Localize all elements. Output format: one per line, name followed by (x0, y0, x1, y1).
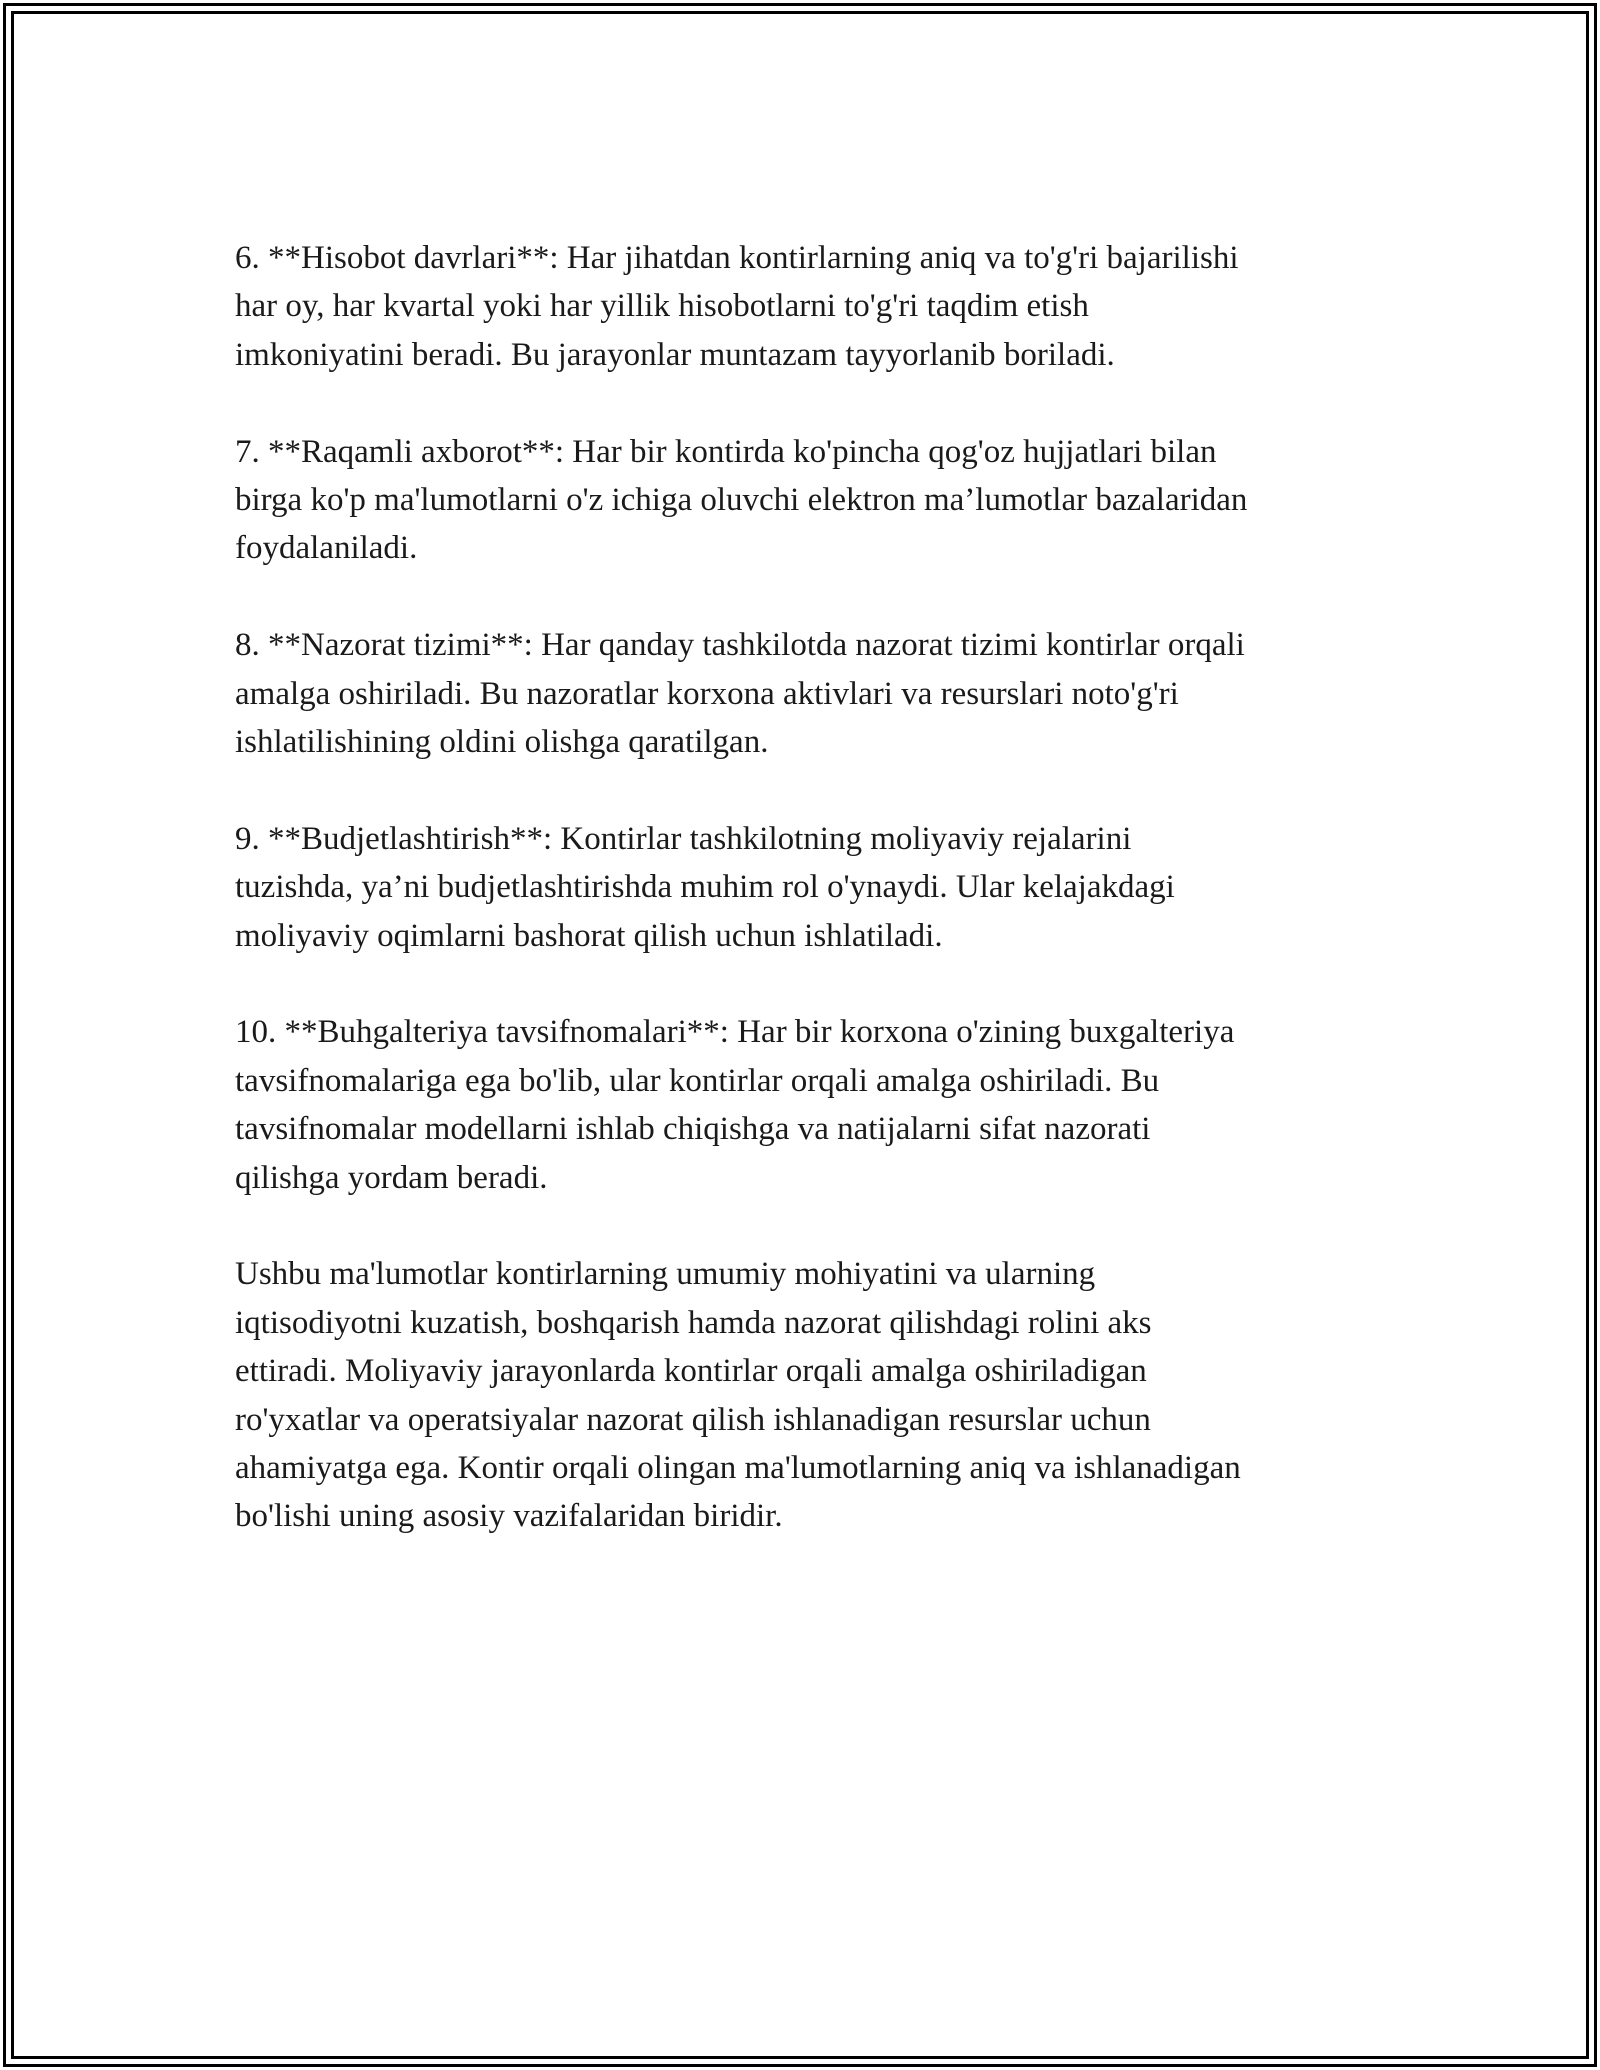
text-line: moliyaviy oqimlarni bashorat qilish uchun ishlatiladi. (235, 917, 943, 954)
text-line: 6. **Hisobot davrlari**: Har jihatdan kontirlarning aniq va to'g'ri bajarilishi (235, 240, 1239, 276)
text-line: amalga oshiriladi. Bu nazoratlar korxona aktivlari va resurslari noto'g'ri (235, 675, 1179, 712)
text-line: ahamiyatga ega. Kontir orqali olingan ma'lumotlarning aniq va ishlanadigan (235, 1450, 1241, 1487)
text-line: 10. **Buhgalteriya tavsifnomalari**: Har bir korxona o'zining buxgalteriya (235, 1014, 1235, 1051)
text-line: ishlatilishining oldini olishga qaratilgan. (235, 724, 769, 761)
text-line: Ushbu ma'lumotlar kontirlarning umumiy mohiyatini va ularning (235, 1256, 1096, 1293)
text-line: qilishga yordam beradi. (235, 1159, 548, 1196)
text-line: ro'yxatlar va operatsiyalar nazorat qilish ishlanadigan resurslar uchun (235, 1401, 1151, 1438)
paragraph-budjetlashtirish (235, 815, 1395, 960)
paragraph-nazorat-tizimi (235, 621, 1395, 766)
text-line: har oy, har kvartal yoki har yillik hisobotlarni to'g'ri taqdim etish (235, 288, 1089, 325)
text-line: tavsifnomalar modellarni ishlab chiqishga va natijalarni sifat nazorati (235, 1111, 1151, 1148)
text-line: 8. **Nazorat tizimi**: Har qanday tashkilotda nazorat tizimi kontirlar orqali (235, 627, 1245, 664)
text-line: 9. **Budjetlashtirish**: Kontirlar tashkilotning moliyaviy rejalarini (235, 820, 1132, 857)
paragraph-summary (235, 1250, 1395, 1540)
text-line: iqtisodiyotni kuzatish, boshqarish hamda nazorat qilishdagi rolini aks (235, 1304, 1152, 1341)
text-line: foydalaniladi. (235, 530, 418, 567)
text-line: tuzishda, ya’ni budjetlashtirishda muhim rol o'ynaydi. Ular kelajakdagi (235, 869, 1175, 906)
text-line: tavsifnomalariga ega bo'lib, ular kontirlar orqali amalga oshiriladi. Bu (235, 1062, 1160, 1099)
paragraph-hisobot-davrlari (235, 234, 1395, 379)
text-line: 7. **Raqamli axborot**: Har bir kontirda ko'pincha qog'oz hujjatlari bilan (235, 433, 1217, 470)
paragraph-raqamli-axborot (235, 428, 1395, 573)
text-line: ettiradi. Moliyaviy jarayonlarda kontirlar orqali amalga oshiriladigan (235, 1353, 1147, 1390)
document-body (235, 234, 1395, 1541)
text-line: birga ko'p ma'lumotlarni o'z ichiga oluvchi elektron ma’lumotlar bazalaridan (235, 482, 1248, 519)
text-line: bo'lishi uning asosiy vazifalaridan biridir. (235, 1498, 783, 1535)
paragraph-buhgalteriya-tavsifnomalari (235, 1008, 1395, 1202)
text-line: imkoniyatini beradi. Bu jarayonlar muntazam tayyorlanib boriladi. (235, 336, 1115, 373)
